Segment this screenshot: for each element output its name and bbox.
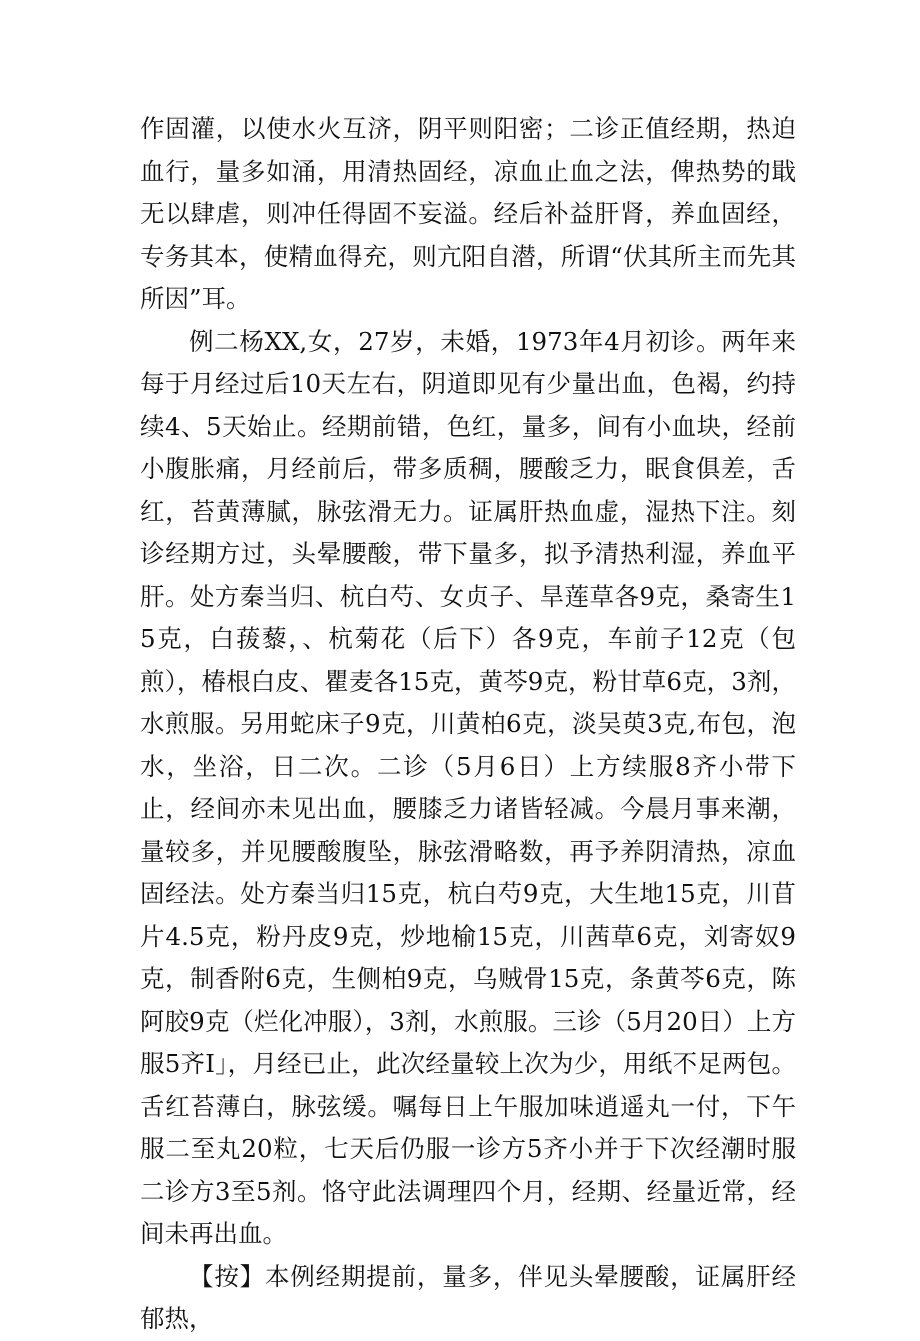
paragraph-prescription-note: 作固灌，以使水火互济，阴平则阳密；二诊正值经期，热迫血行，量多如涌，用清热固经，凉血止血之法，俾热势的戢无以肆虐，则冲任得固不妄溢。经后补益肝肾，养血固经，专务其本，使精血得充，则亢阳自潜，所谓“伏其所主而先其所因”耳。 <box>140 114 796 313</box>
paragraph-case-two: 例二杨XX,女，27岁，未婚，1973年4月初诊。两年来每于月经过后10天左右，阴道即见有少量出血，色褐，约持续4、5天始止。经期前错，色红，量多，间有小血块，经前小腹胀痛，月经前后，带多质稠，腰酸乏力，眠食俱差，舌红，苔黄薄腻，脉弦滑无力。证属肝热血虚，湿热下注。刻诊经期方过，头晕腰酸，带下量多，拟予清热利湿，养血平肝。处方秦当归、杭白芍、女贞子、旱莲草各9克，桑寄生15克，白菝藜，、杭菊花（后下）各9克，车前子12克（包煎），椿根白皮、瞿麦各15克，黄芩9克，粉甘草6克，3剂，水煎服。另用蛇床子9克，川黄柏6克，淡吴萸3克,布包，泡水，坐浴，日二次。二诊（5月6日）上方续服8齐小带下止，经间亦未见出血，腰膝乏力诸皆轻减。今晨月事来潮，量较多，并见腰酸腹坠，脉弦滑略数，再予养阴清热，凉血固经法。处方秦当归15克，杭白芍9克，大生地15克，川苜片4.5克，粉丹皮9克，炒地榆15克，川茜草6克，刘寄奴9克，制香附6克，生侧柏9克，乌贼骨15克，条黄芩6克，陈阿胶9克（烂化冲服），3剂，水煎服。三诊（5月20日）上方服5齐I」，月经已止，此次经量较上次为少，用纸不足两包。舌红苔薄白，脉弦缓。嘱每日上午服加味逍遥丸一付，下午服二至丸20粒，七天后仍服一诊方5齐小并于下次经潮时服二诊方3至5剂。恪守此法调理四个月，经期、经量近常，经间未再出血。 <box>140 326 796 1248</box>
paragraph-commentary: 【按】本例经期提前，量多，伴见头晕腰酸，证属肝经郁热， <box>140 1261 796 1333</box>
